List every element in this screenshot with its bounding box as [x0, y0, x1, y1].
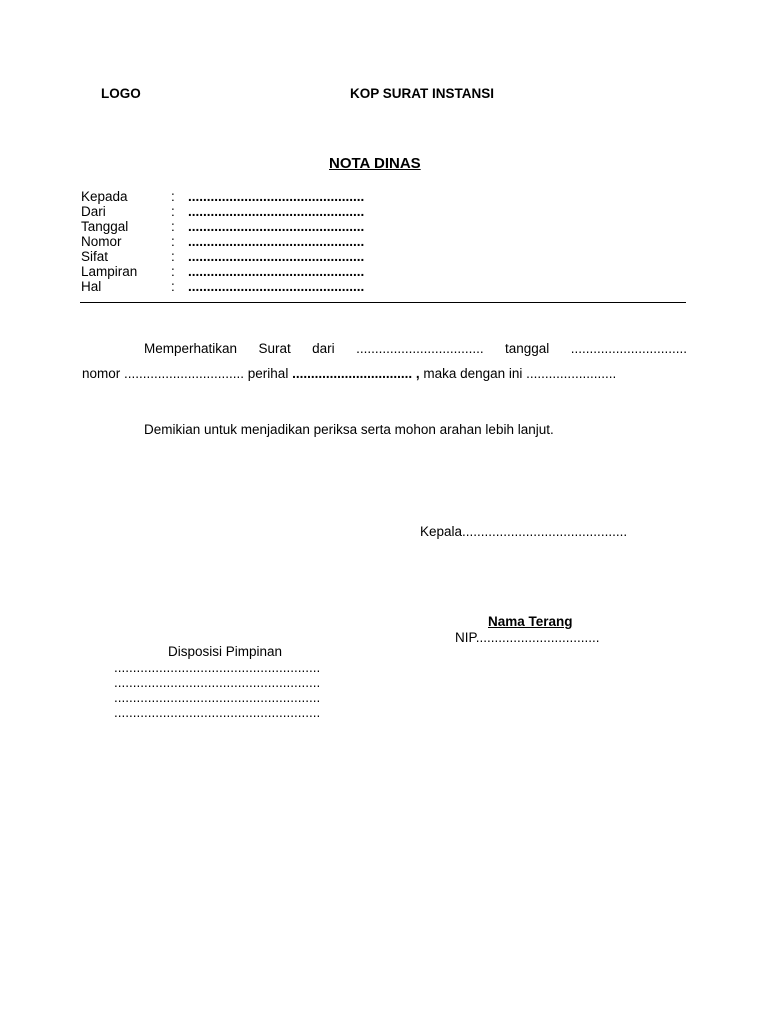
body-word: tanggal	[505, 341, 550, 356]
signatory-position: Kepala............................................	[420, 524, 628, 539]
body-word: dari	[312, 341, 335, 356]
field-value-blank: ...............................................	[188, 234, 365, 249]
document-title: NOTA DINAS	[329, 155, 421, 172]
field-colon: :	[171, 189, 175, 204]
body-paragraph-2: Demikian untuk menjadikan periksa serta mohon arahan lebih lanjut.	[144, 422, 554, 437]
body-blank-bold: ................................ ,	[292, 366, 420, 381]
body-word: Surat	[258, 341, 291, 356]
field-label: Lampiran	[81, 264, 138, 279]
disposition-line: .......................................................	[114, 660, 321, 675]
field-label: Kepada	[81, 189, 128, 204]
body-word: Memperhatikan	[144, 341, 238, 356]
field-value-blank: ...............................................	[188, 204, 365, 219]
field-colon: :	[171, 264, 175, 279]
field-colon: :	[171, 204, 175, 219]
field-label: Dari	[81, 204, 106, 219]
field-value-blank: ...............................................	[188, 279, 365, 294]
field-colon: :	[171, 234, 175, 249]
disposition-title: Disposisi Pimpinan	[168, 644, 283, 659]
field-label: Tanggal	[81, 219, 129, 234]
logo-placeholder: LOGO	[101, 86, 141, 101]
field-label: Sifat	[81, 249, 109, 264]
header-divider-line	[80, 302, 686, 303]
field-value-blank: ...............................................	[188, 189, 365, 204]
body-paragraph-1-line-2	[82, 366, 616, 381]
field-colon: :	[171, 219, 175, 234]
signatory-name: Nama Terang	[488, 614, 573, 629]
field-value-blank: ...............................................	[188, 249, 365, 264]
disposition-line: .......................................................	[114, 705, 321, 720]
field-colon: :	[171, 279, 175, 294]
body-blank: ..................................	[356, 341, 484, 356]
body-text: maka dengan ini ........................	[419, 366, 617, 381]
signatory-nip: NIP.................................	[455, 630, 600, 645]
disposition-line: .......................................................	[114, 690, 321, 705]
body-paragraph-1-line-1	[144, 341, 687, 356]
field-value-blank: ...............................................	[188, 264, 365, 279]
letterhead-title: KOP SURAT INSTANSI	[350, 86, 495, 101]
disposition-lines	[114, 660, 320, 720]
field-label: Nomor	[81, 234, 122, 249]
body-blank: ...............................	[570, 341, 687, 356]
field-value-blank: ...............................................	[188, 219, 365, 234]
field-colon: :	[171, 249, 175, 264]
disposition-line: .......................................................	[114, 675, 321, 690]
field-label: Hal	[81, 279, 102, 294]
body-text: nomor ................................ perihal	[82, 366, 293, 381]
